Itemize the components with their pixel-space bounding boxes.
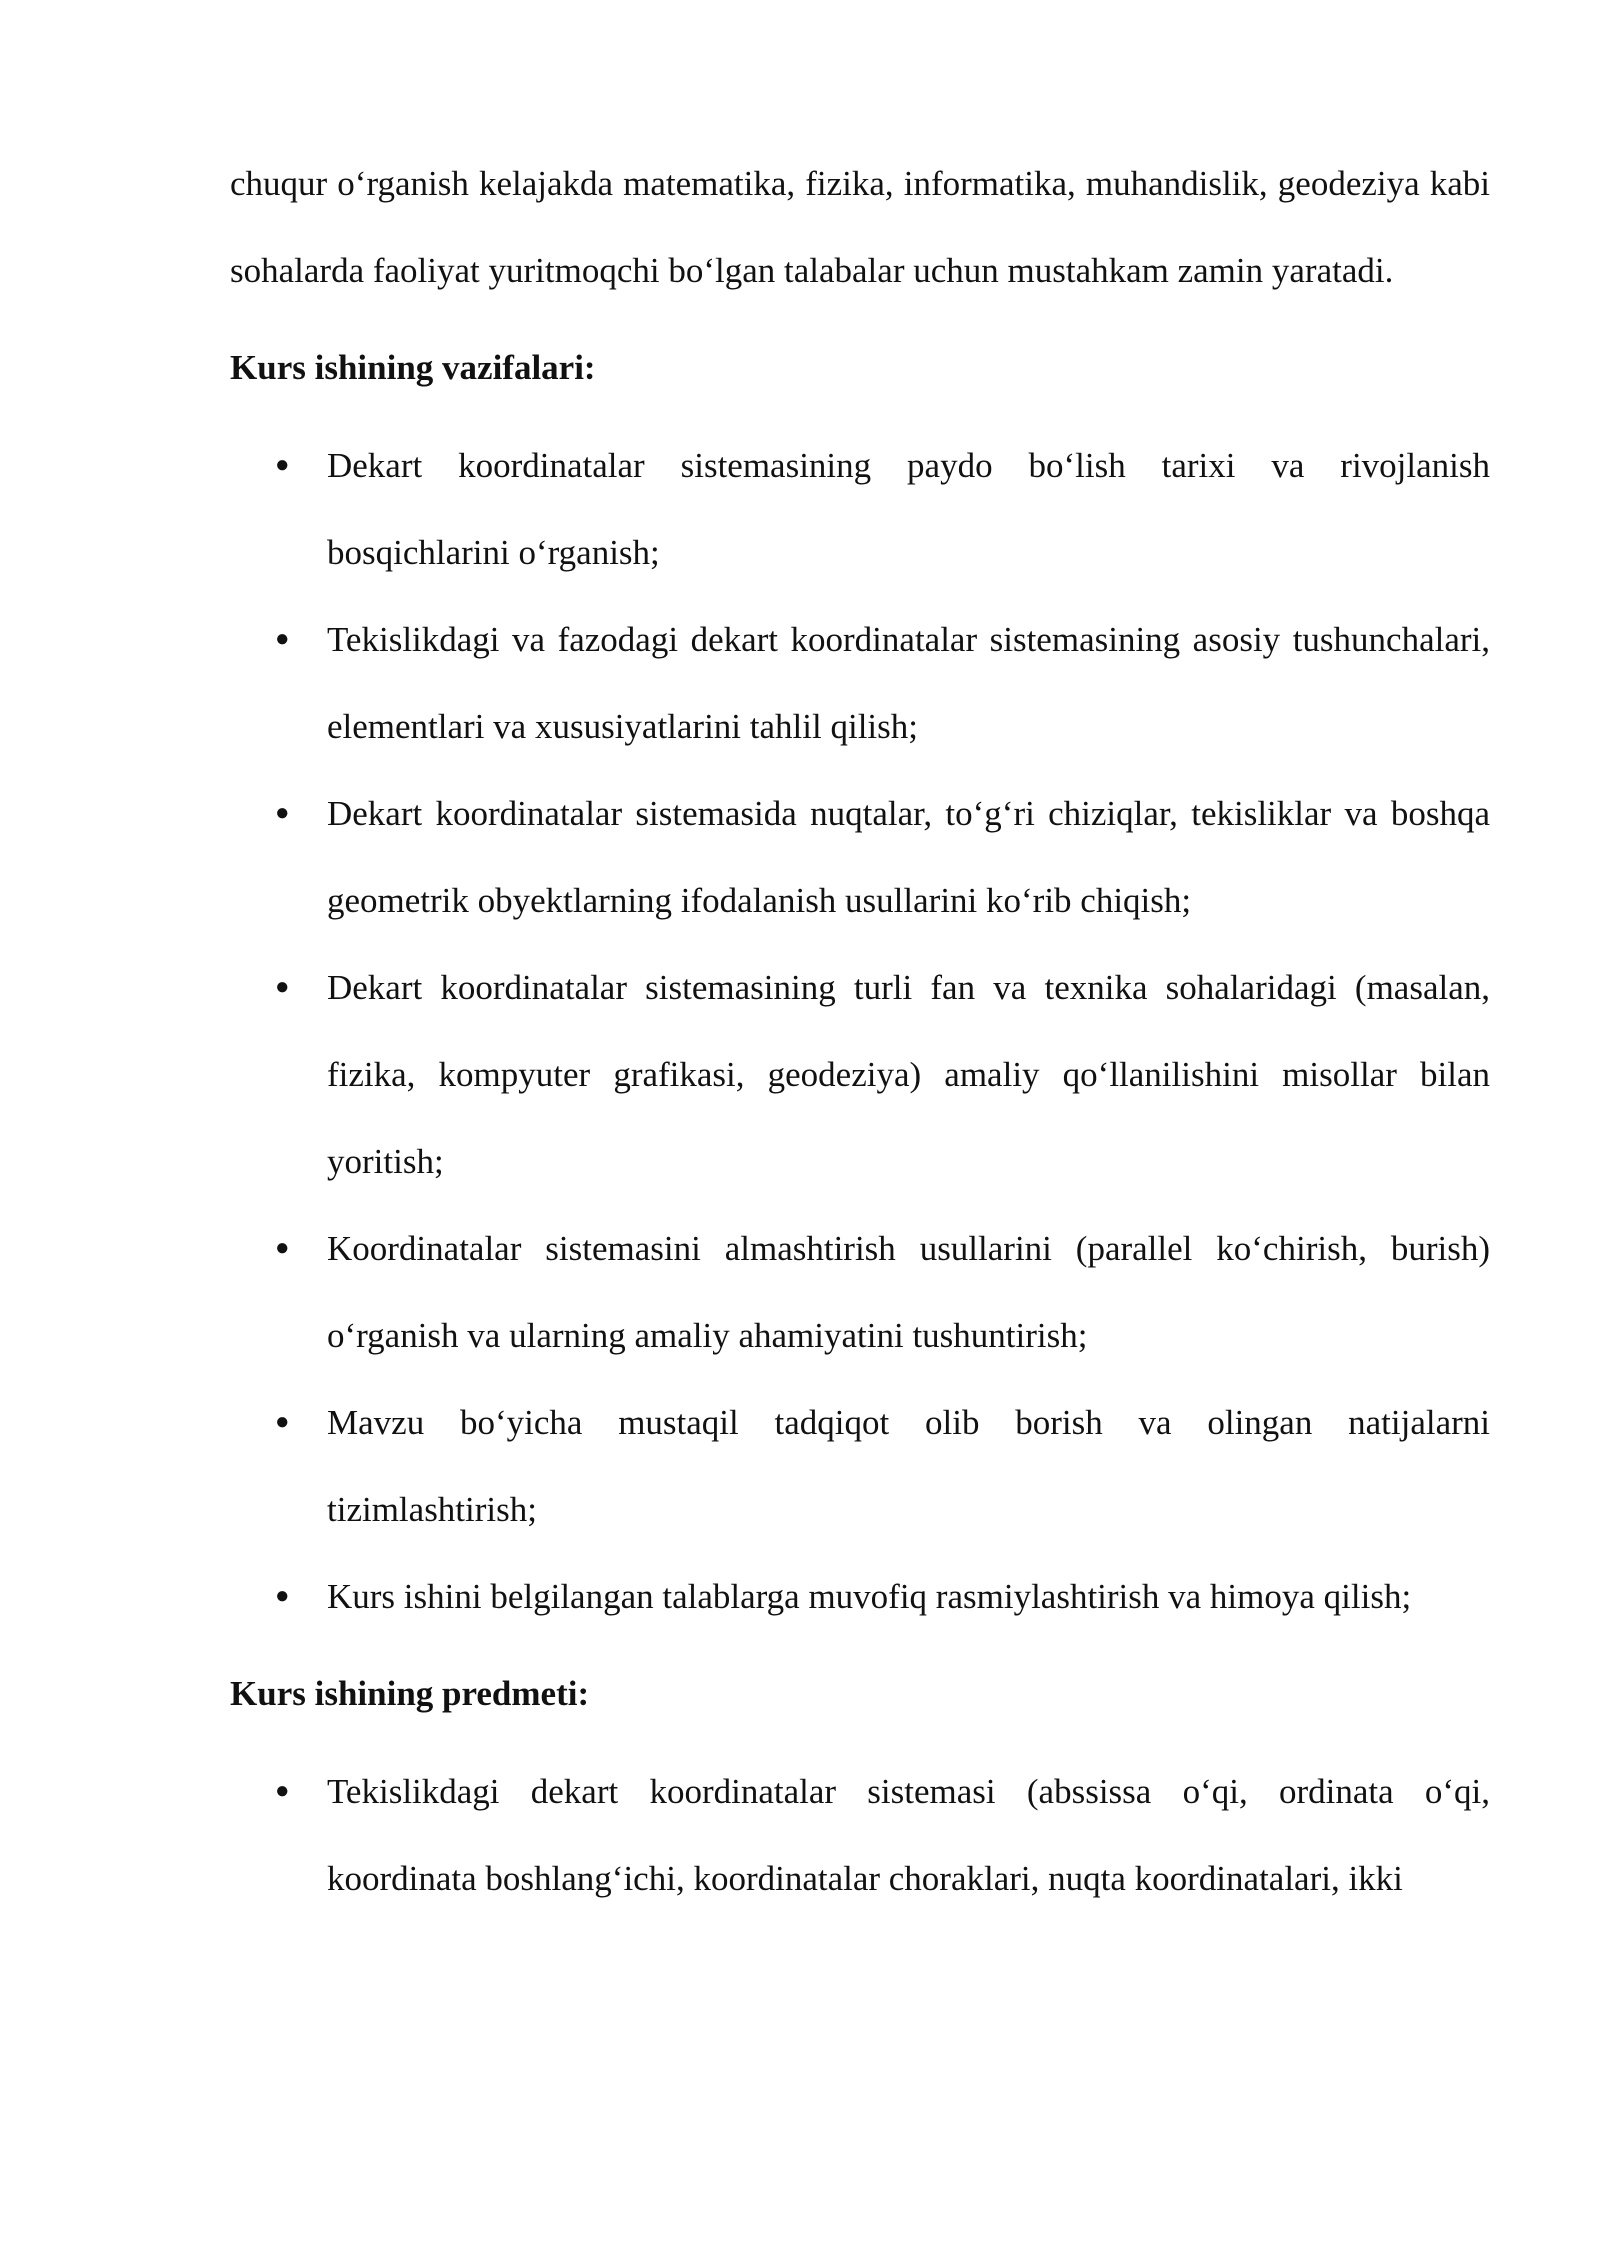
- bullet-icon: ●: [275, 1235, 290, 1261]
- list-item-text: Tekislikdagi va fazodagi dekart koordinatalar sistemasining asosiy tushunchalari, elementlari va xususiyatlarini tahlil qilish;: [327, 620, 1490, 746]
- list-item-text: Dekart koordinatalar sistemasida nuqtalar, to‘g‘ri chiziqlar, tekisliklar va boshqa geometrik obyektlarning ifodalanish usullarini ko‘rib chiqish;: [327, 794, 1490, 920]
- bullet-icon: ●: [275, 626, 290, 652]
- tasks-list: [230, 422, 1490, 1640]
- list-item: [230, 1379, 1490, 1553]
- list-item: [230, 1205, 1490, 1379]
- list-item: [230, 596, 1490, 770]
- bullet-icon: ●: [275, 800, 290, 826]
- document-page: [230, 140, 1490, 1922]
- list-item: [230, 1553, 1490, 1640]
- list-item: [230, 944, 1490, 1205]
- list-item: [230, 1748, 1490, 1922]
- bullet-icon: ●: [275, 974, 290, 1000]
- list-item-text: Dekart koordinatalar sistemasining paydo bo‘lish tarixi va rivojlanish bosqichlarini o‘rganish;: [327, 446, 1490, 572]
- list-item-text: Dekart koordinatalar sistemasining turli fan va texnika sohalaridagi (masalan, fizika, kompyuter grafikasi, geodeziya) amaliy qo‘llanilishini misollar bilan yoritish;: [327, 968, 1490, 1181]
- list-item: [230, 422, 1490, 596]
- section-heading-tasks: Kurs ishining vazifalari:: [230, 348, 596, 387]
- list-item: [230, 770, 1490, 944]
- list-item-text: Kurs ishini belgilangan talablarga muvofiq rasmiylashtirish va himoya qilish;: [327, 1577, 1412, 1616]
- bullet-icon: ●: [275, 452, 290, 478]
- list-item-text: Mavzu bo‘yicha mustaqil tadqiqot olib borish va olingan natijalarni tizimlashtirish;: [327, 1403, 1490, 1529]
- bullet-icon: ●: [275, 1583, 290, 1609]
- section-heading-subject: Kurs ishining predmeti:: [230, 1674, 590, 1713]
- bullet-icon: ●: [275, 1778, 290, 1804]
- list-item-text: Koordinatalar sistemasini almashtirish usullarini (parallel ko‘chirish, burish) o‘rganish va ularning amaliy ahamiyatini tushuntirish;: [327, 1229, 1490, 1355]
- intro-paragraph: chuqur o‘rganish kelajakda matematika, fizika, informatika, muhandislik, geodeziya kabi sohalarda faoliyat yuritmoqchi bo‘lgan talabalar uchun mustahkam zamin yaratadi.: [230, 164, 1490, 290]
- bullet-icon: ●: [275, 1409, 290, 1435]
- subject-list: [230, 1748, 1490, 1922]
- list-item-text: Tekislikdagi dekart koordinatalar sistemasi (abssissa o‘qi, ordinata o‘qi, koordinata boshlang‘ichi, koordinatalar choraklari, nuqta koordinatalari, ikki: [327, 1772, 1490, 1898]
